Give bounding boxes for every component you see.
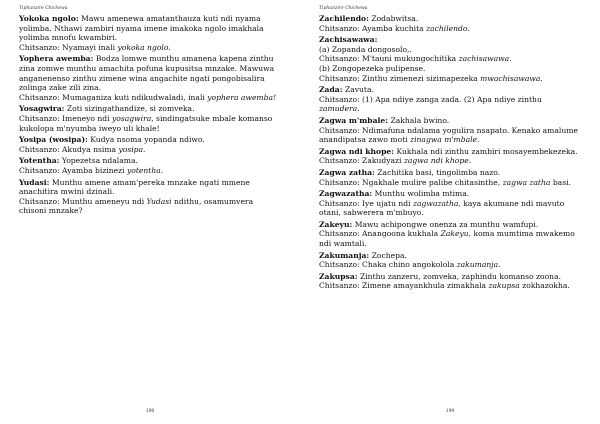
entry-headword: Zachisawawa: <box>319 35 378 45</box>
example-text: Chitsanzo: Iye ujatu ndi <box>319 198 413 208</box>
dictionary-entry <box>319 168 582 187</box>
entry-example <box>319 260 582 270</box>
example-text: zokhazokha. <box>519 281 570 291</box>
entry-example <box>19 43 282 53</box>
example-italic: yophera awemba! <box>207 92 277 102</box>
dictionary-entry <box>19 156 282 175</box>
example-italic: zamudera. <box>319 104 360 114</box>
example-text: , koma mumtima mwakemo ndi wamtali. <box>319 229 575 249</box>
sense-text: Chitsanzo: M'tauni mukungochitika <box>319 54 459 64</box>
dictionary-entry <box>19 104 282 133</box>
example-text: Chitsanzo: (1) Apa ndiye zanga zada. (2) Apa ndiye zinthu <box>319 94 542 104</box>
dictionary-entries <box>319 14 582 293</box>
dictionary-entry <box>319 272 582 291</box>
dictionary-entry <box>19 54 282 102</box>
entry-example <box>19 197 282 216</box>
dictionary-entry <box>319 189 582 218</box>
entry-headword: Zagwa m'mbale: <box>319 115 389 125</box>
example-text: Chitsanzo: Nyamayi inali <box>19 42 118 52</box>
entry-headword: Zachilendo: <box>319 14 369 23</box>
entry-example <box>319 24 582 34</box>
example-text: Chitsanzo: Ndimafuna ndalama yogulira nsapato. Kenako amalume anandipatsa zawo moti <box>319 125 578 145</box>
example-text: Chitsanzo: Anangoona kukhala <box>319 229 441 239</box>
entry-example <box>319 126 582 145</box>
example-text: Chitsanzo: Akudya nsima <box>19 144 119 154</box>
entry-headword: Yotentha: <box>19 156 60 166</box>
sense-italic: mwachisawawa. <box>480 73 543 83</box>
entry-definition: Zavuta. <box>342 85 374 95</box>
entry-headword: Zagwa zatha: <box>319 167 375 177</box>
entry-example <box>19 166 282 176</box>
entry-headword: Zakumanja: <box>319 250 370 260</box>
page-number: 198 <box>145 409 155 414</box>
example-italic: yokoka ngolo. <box>117 42 171 52</box>
entry-headword: Yudasi: <box>19 177 50 187</box>
example-text: Chitsanzo: Mumaganiza kuti ndikudwaladi, inali <box>19 92 208 102</box>
entry-definition: Zinthu zanzeru, zomveka, zaphindu komanso zoona. <box>357 271 562 281</box>
dictionary-entry <box>19 14 282 52</box>
entry-definition: Yopezetsa ndalama. <box>59 156 138 166</box>
entry-example <box>19 145 282 155</box>
entry-definition: Zoti sizingathandize, si zomveka. <box>64 104 195 114</box>
example-italic: zagwazatha <box>412 198 459 208</box>
dictionary-entry <box>19 135 282 154</box>
running-head: Tiphunzire Chichewa <box>19 6 68 11</box>
running-head: Tiphunzire Chichewa <box>319 6 368 11</box>
entry-example <box>319 95 582 114</box>
entry-headword: Zakupsa: <box>319 271 358 281</box>
example-italic: zakumanja. <box>456 260 501 270</box>
entry-headword: Zada: <box>319 85 343 95</box>
dictionary-entry <box>19 178 282 216</box>
entry-definition: Munthu wolimba mtima. <box>372 189 470 199</box>
sense-italic: zachisawawa. <box>458 54 512 64</box>
entry-headword: Zagwa ndi khope: <box>319 146 395 156</box>
entry-headword: Yophera awemba: <box>19 54 94 64</box>
entry-headword: Zakeyu: <box>319 219 353 229</box>
example-text: , kaya akumane ndi mavuto otani, sabwerera m'mbuyo. <box>319 198 565 218</box>
entry-headword: Yokoka ngolo: <box>19 14 79 23</box>
sense-text: (a) Zopanda dongosolo,. <box>319 44 412 54</box>
example-text: Chitsanzo: Ngakhale mulire palibe chitasinthe, <box>319 177 503 187</box>
example-text: Chitsanzo: Chaka chino angokolola <box>319 260 457 270</box>
entry-example <box>19 114 282 133</box>
entry-definition: Mawu amenewa amatanthauza kuti ndi nyama yolimba. Nthawi zambiri nyama imene imakoka ngolo imakhala yolimba mnofu kwambiri. <box>19 14 264 43</box>
example-italic: yosagwira <box>112 113 152 123</box>
entry-definition: Zodabwitsa. <box>368 14 419 23</box>
right-page <box>300 0 600 424</box>
example-text: , sindingatsuke mbale komanso kukolopa m'nyumba iweyo uli khale! <box>19 113 273 133</box>
example-text: Chitsanzo: Imeneyo ndi <box>19 113 112 123</box>
page-number: 199 <box>445 409 455 414</box>
example-text: Chitsanzo: Ayamba bizinezi <box>19 165 127 175</box>
entry-headword: Zagwazatha: <box>319 189 373 199</box>
example-text: Chitsanzo: Munthu ameneyu ndi <box>19 196 147 206</box>
entry-definition: Kukhala ndi zinthu zambiri mosayembekezeka. <box>394 146 578 156</box>
entry-example <box>319 156 582 166</box>
entry-sense-line <box>319 74 582 84</box>
entry-headword: Yosagwira: <box>19 104 65 114</box>
dictionary-entry <box>319 85 582 114</box>
example-italic: zachilendo. <box>426 23 470 33</box>
dictionary-entry <box>319 251 582 270</box>
example-italic: yosipa. <box>118 144 146 154</box>
example-italic: zakupsa <box>488 281 520 291</box>
dictionary-entry <box>319 220 582 249</box>
entry-example <box>319 229 582 248</box>
entry-definition: Bodza lomwe munthu amanena kapena zinthu zina zomwe munthu amachita pofuna kupusitsa mnzake. Mawuwa anganenenso zinthu zimene wina angachite ngati pongobisalira zolinga zake zili zina. <box>19 54 275 93</box>
dictionary-entry <box>319 35 582 83</box>
entry-example <box>319 178 582 188</box>
entry-definition: Munthu amene amam'pereka mnzake ngati mmene anachitira mwini dzinali. <box>19 177 250 197</box>
example-text: Chitsanzo: Zakudyazi <box>319 156 404 166</box>
example-italic: Zakeyu <box>440 229 469 239</box>
example-text: basi. <box>550 177 571 187</box>
dictionary-entries <box>19 14 282 218</box>
example-italic: zagwa zatha <box>502 177 551 187</box>
entry-example <box>19 93 282 103</box>
entry-definition: Zakhala bwino. <box>388 115 450 125</box>
dictionary-entry <box>319 147 582 166</box>
entry-example <box>319 199 582 218</box>
example-italic: zagwa ndi khope. <box>403 156 472 166</box>
example-text: ndithu, osamumvera chisoni mnzake? <box>19 196 254 216</box>
entry-definition: Mawu achipongwe onenza za munthu wamfupi. <box>352 219 539 229</box>
example-text: Chitsanzo: Zimene amayankhula zimakhala <box>319 281 489 291</box>
dictionary-entry <box>319 116 582 145</box>
example-italic: yotentha. <box>127 165 164 175</box>
entry-sense-line <box>319 54 582 64</box>
sense-text: Chitsanzo: Zinthu zimenezi sizimapezeka <box>319 73 481 83</box>
example-italic: Yudasi <box>146 196 172 206</box>
example-text: Chitsanzo: Ayamba kuchita <box>319 23 427 33</box>
dictionary-entry <box>319 14 582 33</box>
entry-definition: Kudya nsoma yopanda ndiwo. <box>87 135 205 145</box>
sense-text: (b) Zongopezeka pulipense. <box>319 63 426 73</box>
entry-definition: Zochepa. <box>369 250 407 260</box>
example-italic: zinagwa m'mbale. <box>410 135 480 145</box>
entry-headword: Yosipa (wosipa): <box>19 135 88 145</box>
entry-definition: Zachitika basi, tingolimba nazo. <box>374 167 501 177</box>
entry-example <box>319 281 582 291</box>
entry-sense-line <box>319 64 582 74</box>
entry-sense-line <box>319 45 582 55</box>
